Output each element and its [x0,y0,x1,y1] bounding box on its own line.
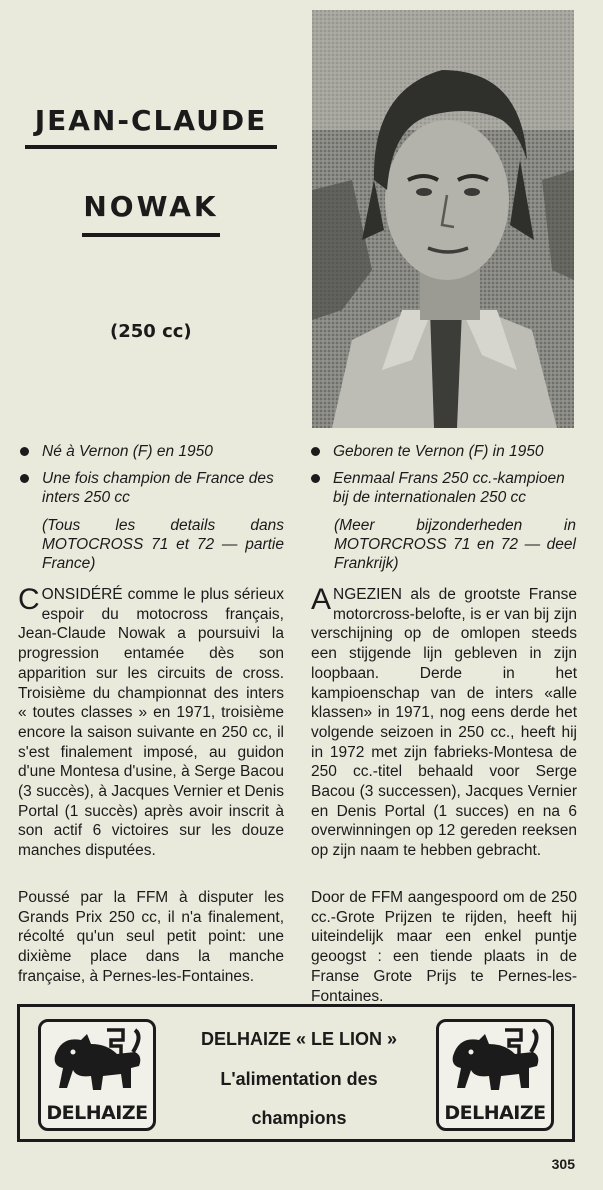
dropcap-fr: C [18,583,40,616]
title-rule-top [25,145,277,149]
logo-wordmark-left: DELHAIZE [46,1102,148,1124]
note-fr: (Tous les details dans MOTOCROSS 71 et 72 — partie France) [42,517,284,572]
article-paragraph-fr-2: Poussé par la FFM à disputer les Grands Prix 250 cc, il n'a finalement, récolté qu'un seul petit point: une dixième place dans la manche française, à Pernes-les-Fontaines. [18,889,284,985]
logo-wordmark-right: DELHAIZE [444,1102,546,1124]
delhaize-logo-left [38,1019,156,1131]
delhaize-logo-right [436,1019,554,1131]
note-nl: (Meer bijzonderheden in MOTORCROSS 71 en 72 — deel Frankrijk) [334,517,576,572]
ad-slogan-line2: champions [251,1108,347,1128]
title-rule-bottom [82,233,220,237]
article-paragraph-nl-2: Door de FFM aangespoord om de 250 cc.-Grote Prijzen te rijden, heeft hij uiteindelijk maar een enkel puntje geoogst : een tiende plaats in de Franse Grote Prijs te Pernes-les-Fontaines. [311,889,577,1005]
bullet-champion-nl: Eenmaal Frans 250 cc.-kampioen bij de internationalen 250 cc [311,469,579,507]
article-paragraph-nl-1 [311,585,577,861]
dropcap-nl: A [311,583,332,616]
dutch-facts [311,442,579,515]
name-last: NOWAK [83,190,219,223]
lion-icon [445,1026,545,1106]
rider-portrait-photo [312,10,574,428]
ad-slogan-line1: L'alimentation des [220,1069,378,1089]
french-facts [20,442,288,515]
page-number: 305 [551,1156,575,1172]
bullet-birth-fr: Né à Vernon (F) en 1950 [20,442,288,461]
lion-icon [47,1026,147,1106]
delhaize-advertisement [17,1004,575,1142]
bullet-birth-nl: Geboren te Vernon (F) in 1950 [311,442,579,461]
bullet-champion-fr: Une fois champion de France des inters 250 cc [20,469,288,507]
article-text-nl-1: NGEZIEN als de grootste Franse motorcross-belofte, is er van bij zijn verschijning op de omlopen steeds een stijgende lijn gebleven in zijn loopbaan. Derde in het kampioenschap van de inters «alle klassen» in 1971, nog eens derde het volgende seizoen in 250 cc., heeft hij in 1972 met zijn fabrieks-Montesa de 250 cc.-titel behaald voor Serge Bacou (3 successen), Jacques Vernier en Denis Portal (1 succes) en na 6 overwinningen op 12 gereden reeksen op zijn naam te hebben gebracht. [311,586,577,860]
article-text-fr-1: ONSIDÉRÉ comme le plus sérieux espoir du motocross français, Jean-Claude Nowak a poursuivi la progression entamée dès son apparition sur les circuits de cross. Troisième du championnat des inters « toutes classes » en 1971, troisième encore la saison suivante en 250 cc, il s'est finalement imposé, au guidon d'une Montesa d'usine, à Serge Bacou (3 succès), à Jacques Vernier et Denis Portal (1 succès) après avoir inscrit à son actif 6 victoires sur les douze manches disputées. [18,586,284,860]
engine-class: (250 cc) [110,321,192,342]
name-first: JEAN-CLAUDE [34,104,268,137]
ad-brand: DELHAIZE « LE LION » [200,1029,398,1049]
article-paragraph-fr-1 [18,585,284,861]
